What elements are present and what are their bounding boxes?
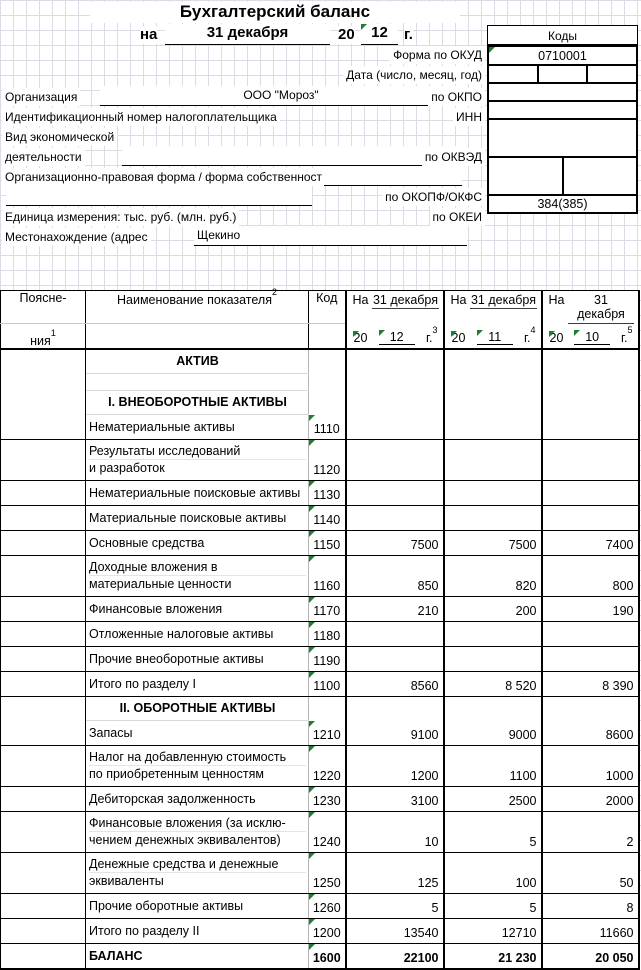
period-year-cell-2 xyxy=(444,324,542,350)
explanations-header: Поясне- xyxy=(1,291,86,324)
explanation-cell[interactable] xyxy=(1,812,86,853)
date-month-cell[interactable] xyxy=(537,66,587,82)
value-cell xyxy=(444,391,542,415)
okpo-label: по ОКПО xyxy=(428,88,485,106)
okei-code-value: 384(385) xyxy=(537,197,588,211)
code-value: 1100 xyxy=(313,678,341,693)
table-row-1250 xyxy=(1,853,639,894)
section-title: I. ВНЕОБОРОТНЫЕ АКТИВЫ xyxy=(86,391,309,415)
indicator-label-line: БАЛАНС xyxy=(89,948,143,963)
code-cell xyxy=(309,349,346,374)
indicator-label-line: Финансовые вложения xyxy=(89,601,223,616)
value-cell[interactable] xyxy=(444,647,542,672)
year-suffix: г.$^4$ xyxy=(523,324,536,345)
value-cell[interactable] xyxy=(444,440,542,481)
cell-error-icon xyxy=(309,944,315,950)
explanation-cell[interactable] xyxy=(1,787,86,812)
value-cell[interactable] xyxy=(444,415,542,440)
indicator-name-cell xyxy=(86,415,309,440)
section-title: II. ОБОРОТНЫЕ АКТИВЫ xyxy=(86,697,309,721)
value-cell[interactable]: 1200 xyxy=(346,746,444,787)
section-row xyxy=(1,349,639,374)
table-row-1220 xyxy=(1,746,639,787)
indicator-name-cell xyxy=(86,812,309,853)
value-cell[interactable]: 7500 xyxy=(346,531,444,556)
codes-box-header: Коды xyxy=(487,25,638,45)
table-row-1190 xyxy=(1,647,639,672)
okved-code-cell[interactable] xyxy=(487,118,638,158)
table-row-1140 xyxy=(1,506,639,531)
indicator-name-cell xyxy=(86,721,309,746)
value-cell[interactable]: 7500 xyxy=(444,531,542,556)
explanation-cell[interactable] xyxy=(1,746,86,787)
table-row-1230 xyxy=(1,787,639,812)
cell-error-icon xyxy=(309,672,315,678)
indicator-label-line: Налог на добавленную стоимость xyxy=(89,750,306,766)
value-cell[interactable]: 3100 xyxy=(346,787,444,812)
table-row-1260 xyxy=(1,894,639,919)
explanation-cell[interactable] xyxy=(1,622,86,647)
table-body xyxy=(1,349,639,969)
century-label: 20 xyxy=(338,26,355,43)
code-value: 1160 xyxy=(313,578,341,593)
value-cell[interactable]: 20 050 xyxy=(542,944,639,970)
code-value: 1150 xyxy=(313,537,341,552)
code-value: 1600 xyxy=(312,950,341,965)
value-cell xyxy=(346,391,444,415)
value-cell[interactable] xyxy=(444,506,542,531)
value-cell[interactable]: 800 xyxy=(542,556,639,597)
period-header-3: На 31 декабря xyxy=(542,291,639,324)
value-cell[interactable]: 200 xyxy=(444,597,542,622)
activity-label-line2: деятельности xyxy=(2,148,85,166)
report-year-value: 12 xyxy=(371,24,388,41)
legal-form-label: Организационно-правовая форма / форма собственност xyxy=(2,168,325,186)
value-cell xyxy=(542,391,639,415)
activity-label-line1: Вид экономической xyxy=(2,128,117,146)
code-cell[interactable] xyxy=(309,531,346,556)
code-value: 1260 xyxy=(312,900,341,915)
okopf-cell[interactable] xyxy=(489,158,562,194)
code-cell xyxy=(309,697,346,721)
table-row-1210 xyxy=(1,721,639,746)
indicator-name-cell xyxy=(86,440,309,481)
cell-error-icon xyxy=(379,330,385,336)
code-value: 1140 xyxy=(313,512,341,527)
code-value: 1180 xyxy=(313,628,341,643)
unit-label: Единица измерения: тыс. руб. (млн. руб.) xyxy=(2,208,239,226)
value-cell[interactable]: 850 xyxy=(346,556,444,597)
okud-code-cell[interactable] xyxy=(487,45,638,66)
code-cell[interactable] xyxy=(309,506,346,531)
indicator-label-line: Прочие внеоборотные активы xyxy=(89,651,264,666)
value-cell[interactable]: 22100 xyxy=(346,944,444,970)
cell-error-icon xyxy=(309,415,315,421)
date-label: Дата (число, месяц, год) xyxy=(343,66,485,84)
cell-error-icon xyxy=(361,24,367,30)
explanations-header-line2: ния$^1$ xyxy=(1,324,86,350)
explanation-cell[interactable] xyxy=(1,506,86,531)
cell-error-icon xyxy=(309,919,315,925)
value-cell[interactable]: 5 xyxy=(444,812,542,853)
inn-label: Идентификационный номер налогоплательщика xyxy=(2,108,280,126)
indicator-label-line: Прочие оборотные активы xyxy=(89,898,244,913)
indicator-label-line: Доходные вложения в xyxy=(89,560,306,576)
code-cell[interactable] xyxy=(309,812,346,853)
indicator-name-cell xyxy=(86,506,309,531)
okei-code-cell[interactable] xyxy=(487,194,638,214)
value-cell[interactable] xyxy=(346,481,444,506)
table-row-1180 xyxy=(1,622,639,647)
explanation-cell xyxy=(1,374,86,391)
indicator-name-cell xyxy=(86,597,309,622)
value-cell[interactable]: 1000 xyxy=(542,746,639,787)
location-field[interactable]: Щекино xyxy=(194,226,467,246)
value-cell[interactable]: 2500 xyxy=(444,787,542,812)
table-row-1150 xyxy=(1,531,639,556)
code-value: 1210 xyxy=(312,727,341,742)
code-value: 1120 xyxy=(313,462,341,477)
code-value: 1200 xyxy=(312,925,341,940)
value-cell[interactable] xyxy=(346,440,444,481)
value-cell[interactable]: 13540 xyxy=(346,919,444,944)
year-field[interactable]: 12 xyxy=(379,330,415,345)
explanation-cell[interactable] xyxy=(1,440,86,481)
okei-label: по ОКЕИ xyxy=(430,208,485,226)
indicator-label-line: и разработок xyxy=(89,461,165,476)
okopf-label: по ОКОПФ/ОКФС xyxy=(382,188,485,206)
indicator-name-cell xyxy=(86,672,309,697)
cell-error-icon xyxy=(489,47,495,53)
year-field[interactable]: 10 xyxy=(574,330,610,345)
value-cell[interactable]: 820 xyxy=(444,556,542,597)
explanation-cell xyxy=(1,391,86,415)
code-value: 1190 xyxy=(313,653,341,668)
explanation-cell[interactable] xyxy=(1,415,86,440)
explanation-cell[interactable] xyxy=(1,919,86,944)
century-label: 20 xyxy=(353,330,368,345)
value-cell[interactable]: 21 230 xyxy=(444,944,542,970)
explanation-cell xyxy=(1,349,86,374)
indicator-name-cell xyxy=(86,919,309,944)
period-year-cell-3 xyxy=(542,324,639,350)
code-value: 1230 xyxy=(312,793,341,808)
cell-error-icon xyxy=(309,787,315,793)
value-cell[interactable] xyxy=(346,506,444,531)
table-row-1130 xyxy=(1,481,639,506)
indicator-label-line: Денежные средства и денежные xyxy=(89,857,306,873)
indicator-name-cell xyxy=(86,374,309,391)
value-cell[interactable] xyxy=(346,647,444,672)
value-cell[interactable] xyxy=(346,415,444,440)
value-cell[interactable]: 8600 xyxy=(542,721,639,746)
code-cell[interactable] xyxy=(309,622,346,647)
value-cell[interactable]: 125 xyxy=(346,853,444,894)
okved-label: по ОКВЭД xyxy=(422,148,485,166)
value-cell[interactable]: 2 xyxy=(542,812,639,853)
code-cell[interactable] xyxy=(309,647,346,672)
indicator-label-line: Нематериальные активы xyxy=(89,419,235,434)
date-prefix: на xyxy=(140,26,158,43)
value-cell[interactable]: 7400 xyxy=(542,531,639,556)
cell-error-icon xyxy=(309,746,315,752)
indicator-name-cell xyxy=(86,531,309,556)
value-cell[interactable]: 11660 xyxy=(542,919,639,944)
explanation-cell[interactable] xyxy=(1,894,86,919)
code-value: 1250 xyxy=(312,875,341,890)
value-cell[interactable] xyxy=(542,647,639,672)
code-cell[interactable] xyxy=(309,919,346,944)
value-cell[interactable] xyxy=(542,481,639,506)
cell-error-icon xyxy=(309,440,315,446)
value-cell xyxy=(444,374,542,391)
table-row-1600 xyxy=(1,944,639,970)
table-row-1160 xyxy=(1,556,639,597)
okfs-cell[interactable] xyxy=(562,158,637,194)
indicator-label-line: Финансовые вложения (за исклю- xyxy=(89,816,306,832)
indicator-name-cell xyxy=(86,944,309,970)
section-row xyxy=(1,391,639,415)
value-cell[interactable]: 9000 xyxy=(444,721,542,746)
indicator-label-line: чением денежных эквивалентов) xyxy=(89,833,281,848)
cell-error-icon xyxy=(309,531,315,537)
code-value: 1170 xyxy=(313,603,341,618)
code-cell[interactable] xyxy=(309,721,346,746)
indicator-name-cell xyxy=(86,481,309,506)
cell-error-icon xyxy=(309,481,315,487)
value-cell[interactable]: 5 xyxy=(444,894,542,919)
explanation-cell xyxy=(1,697,86,721)
indicator-name-cell xyxy=(86,622,309,647)
code-cell[interactable] xyxy=(309,440,346,481)
organization-field[interactable]: ООО "Мороз" xyxy=(100,86,462,106)
value-cell xyxy=(542,349,639,374)
cell-error-icon xyxy=(309,506,315,512)
cell-error-icon xyxy=(309,556,315,562)
year-suffix: г.$^5$ xyxy=(620,324,633,345)
ownership-form-field[interactable] xyxy=(6,186,312,206)
report-year-field[interactable] xyxy=(361,24,398,45)
value-cell xyxy=(444,697,542,721)
indicator-name-cell xyxy=(86,853,309,894)
explanation-cell[interactable] xyxy=(1,556,86,597)
value-cell[interactable]: 10 xyxy=(346,812,444,853)
year-suffix: г.$^3$ xyxy=(425,324,438,345)
value-cell[interactable]: 12710 xyxy=(444,919,542,944)
year-field[interactable]: 11 xyxy=(477,330,513,345)
value-cell[interactable]: 210 xyxy=(346,597,444,622)
cell-error-icon xyxy=(477,330,483,336)
table-row-1240 xyxy=(1,812,639,853)
century-label: 20 xyxy=(549,330,564,345)
okud-code-value: 0710001 xyxy=(538,48,587,63)
inn-code-cell[interactable] xyxy=(487,100,638,120)
code-cell[interactable] xyxy=(309,415,346,440)
value-cell[interactable] xyxy=(444,622,542,647)
indicator-label-line: Итого по разделу I xyxy=(89,676,196,691)
indicator-name-header: Наименование показателя$^2$ xyxy=(86,291,309,324)
value-cell[interactable]: 1100 xyxy=(444,746,542,787)
code-cell[interactable] xyxy=(309,944,346,970)
okopf-code-cells[interactable] xyxy=(487,156,638,196)
value-cell[interactable]: 8 xyxy=(542,894,639,919)
code-cell[interactable] xyxy=(309,894,346,919)
indicator-name-cell xyxy=(86,556,309,597)
cell-error-icon xyxy=(309,622,315,628)
organization-label: Организация xyxy=(2,88,80,106)
value-cell[interactable] xyxy=(542,622,639,647)
code-cell[interactable] xyxy=(309,672,346,697)
value-cell[interactable]: 190 xyxy=(542,597,639,622)
code-value: 1130 xyxy=(313,487,341,502)
value-cell[interactable]: 8 390 xyxy=(542,672,639,697)
indicator-name-cell xyxy=(86,746,309,787)
code-cell[interactable] xyxy=(309,787,346,812)
value-cell[interactable]: 100 xyxy=(444,853,542,894)
page-title: Бухгалтерский баланс xyxy=(90,2,460,23)
code-cell[interactable] xyxy=(309,746,346,787)
value-cell xyxy=(542,697,639,721)
indicator-label-line: Отложенные налоговые активы xyxy=(89,626,274,641)
indicator-label-line: эквиваленты xyxy=(89,874,164,889)
cell-error-icon xyxy=(309,597,315,603)
code-cell[interactable] xyxy=(309,556,346,597)
table-row-1100 xyxy=(1,672,639,697)
date-year-cell[interactable] xyxy=(586,66,636,82)
value-cell xyxy=(346,697,444,721)
indicator-label-line: Основные средства xyxy=(89,535,205,550)
explanation-cell[interactable] xyxy=(1,597,86,622)
code-header: Код xyxy=(309,291,346,324)
activity-field[interactable] xyxy=(122,146,462,166)
explanation-cell[interactable] xyxy=(1,721,86,746)
explanation-cell[interactable] xyxy=(1,647,86,672)
value-cell xyxy=(346,374,444,391)
code-value: 1240 xyxy=(312,834,341,849)
period-header-1: На 31 декабря xyxy=(346,291,444,324)
cell-error-icon xyxy=(451,331,457,337)
indicator-label-line: по приобретенным ценностям xyxy=(89,767,264,782)
table-row-1120 xyxy=(1,440,639,481)
indicator-label-line: Запасы xyxy=(89,725,133,740)
explanation-cell[interactable] xyxy=(1,944,86,970)
report-date-field[interactable]: 31 декабря xyxy=(165,24,330,45)
cell-error-icon xyxy=(309,853,315,859)
okud-label: Форма по ОКУД xyxy=(390,46,485,64)
table-header-row-1 xyxy=(1,291,639,324)
value-cell[interactable] xyxy=(444,481,542,506)
code-cell[interactable] xyxy=(309,853,346,894)
indicator-label-line: Дебиторская задолженность xyxy=(89,791,256,806)
cell-error-icon xyxy=(309,647,315,653)
indicator-name-cell xyxy=(86,894,309,919)
date-suffix: г. xyxy=(404,26,413,43)
value-cell[interactable]: 8560 xyxy=(346,672,444,697)
indicator-name-cell xyxy=(86,787,309,812)
spacer-row xyxy=(1,374,639,391)
value-cell[interactable]: 5 xyxy=(346,894,444,919)
table-row-1200 xyxy=(1,919,639,944)
cell-error-icon xyxy=(309,894,315,900)
table-header-row-2 xyxy=(1,324,639,350)
cell-error-icon xyxy=(549,331,555,337)
cell-error-icon xyxy=(353,331,359,337)
code-value: 1110 xyxy=(313,421,340,436)
code-value: 1220 xyxy=(312,768,341,783)
indicator-label-line: Результаты исследований xyxy=(89,444,306,460)
cell-error-icon xyxy=(309,812,315,818)
period-header-2: На 31 декабря xyxy=(444,291,542,324)
explanation-cell[interactable] xyxy=(1,481,86,506)
value-cell[interactable]: 2000 xyxy=(542,787,639,812)
indicator-label-line: Материальные поисковые активы xyxy=(89,510,287,525)
codes-box xyxy=(487,45,638,214)
legal-form-field[interactable] xyxy=(324,166,462,186)
date-code-cells[interactable] xyxy=(487,64,638,84)
date-day-cell[interactable] xyxy=(489,66,537,82)
code-cell xyxy=(309,374,346,391)
indicator-name-cell xyxy=(86,647,309,672)
value-cell[interactable]: 8 520 xyxy=(444,672,542,697)
value-cell[interactable]: 9100 xyxy=(346,721,444,746)
value-cell xyxy=(346,349,444,374)
value-cell[interactable] xyxy=(542,415,639,440)
value-cell[interactable]: 50 xyxy=(542,853,639,894)
value-cell[interactable] xyxy=(542,506,639,531)
value-cell[interactable] xyxy=(346,622,444,647)
cell-error-icon xyxy=(309,721,315,727)
century-label: 20 xyxy=(451,330,466,345)
indicator-label-line: Итого по разделу II xyxy=(89,923,200,938)
table-row-1110 xyxy=(1,415,639,440)
okpo-code-cell[interactable] xyxy=(487,82,638,102)
value-cell xyxy=(542,374,639,391)
cell-error-icon xyxy=(574,330,580,336)
balance-table xyxy=(0,287,640,970)
value-cell[interactable] xyxy=(542,440,639,481)
location-label: Местонахождение (адрес xyxy=(2,228,151,246)
indicator-label-line: материальные ценности xyxy=(89,577,232,592)
explanation-cell[interactable] xyxy=(1,853,86,894)
code-cell[interactable] xyxy=(309,597,346,622)
period-year-cell-1 xyxy=(346,324,444,350)
value-cell xyxy=(444,349,542,374)
section-row xyxy=(1,697,639,721)
code-cell xyxy=(309,391,346,415)
indicator-label-line: Нематериальные поисковые активы xyxy=(89,485,301,500)
code-cell[interactable] xyxy=(309,481,346,506)
inn-code-label: ИНН xyxy=(453,108,485,126)
section-title: АКТИВ xyxy=(86,349,309,374)
explanation-cell[interactable] xyxy=(1,531,86,556)
explanation-cell[interactable] xyxy=(1,672,86,697)
table-row-1170 xyxy=(1,597,639,622)
